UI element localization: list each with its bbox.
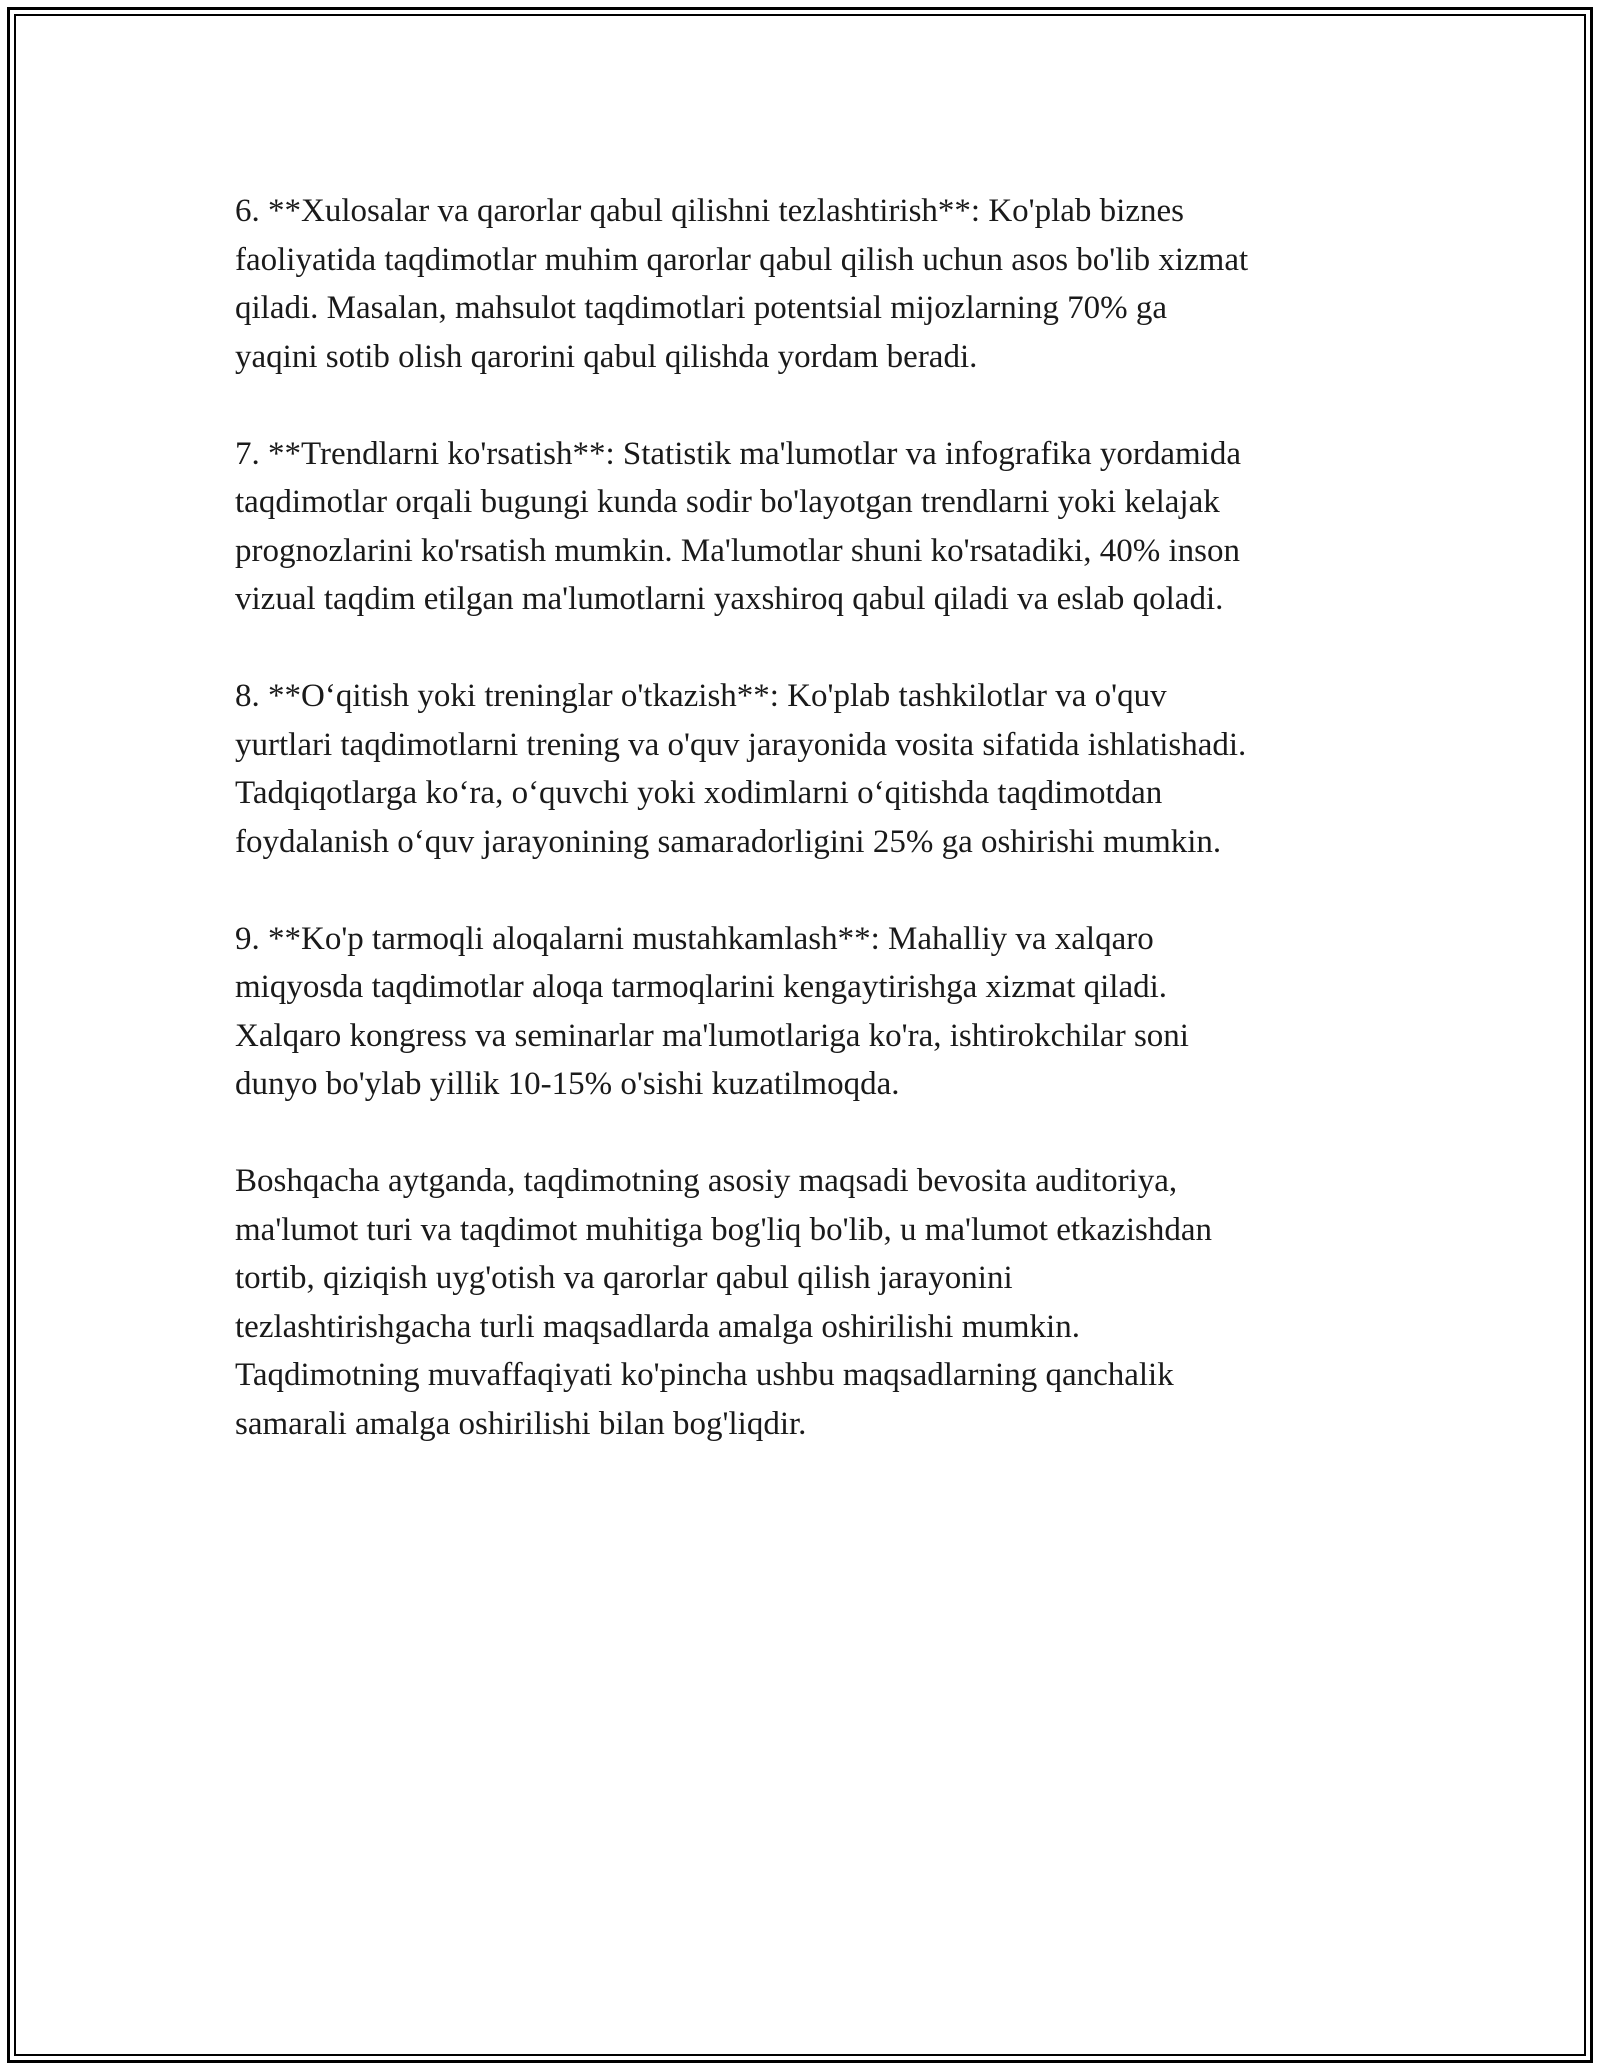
paragraph-item-8: 8. **O‘qitish yoki treninglar o'tkazish**: Ko'plab tashkilotlar va o'quv yurtlari taqdimotlarni trening va o'quv jarayonida vosita sifatida ishlatishadi. Tadqiqotlarga ko‘ra, o‘quvchi yoki xodimlarni o‘qitishda taqdimotdan foydalanish o‘quv jarayonining samaradorligini 25% ga oshirishi mumkin. <box>235 678 1247 860</box>
paragraph-item-9: 9. **Ko'p tarmoqli aloqalarni mustahkamlash**: Mahalliy va xalqaro miqyosda taqdimotlar aloqa tarmoqlarini kengaytirishga xizmat qiladi. Xalqaro kongress va seminarlar ma'lumotlariga ko'ra, ishtirokchilar soni dunyo bo'ylab yillik 10-15% o'sishi kuzatilmoqda. <box>235 920 1189 1102</box>
paragraph-item-6: 6. **Xulosalar va qarorlar qabul qilishni tezlashtirish**: Ko'plab biznes faoliyatida taqdimotlar muhim qarorlar qabul qilish uchun asos bo'lib xizmat qiladi. Masalan, mahsulot taqdimotlari potentsial mijozlarning 70% ga yaqini sotib olish qarorini qabul qilishda yordam beradi. <box>235 193 1249 375</box>
paragraph-item-7: 7. **Trendlarni ko'rsatish**: Statistik ma'lumotlar va infografika yordamida taqdimotlar orqali bugungi kunda sodir bo'layotgan trendlarni yoki kelajak prognozlarini ko'rsatish mumkin. Ma'lumotlar shuni ko'rsatadiki, 40% inson vizual taqdim etilgan ma'lumotlarni yaxshiroq qabul qiladi va eslab qoladi. <box>235 435 1242 617</box>
document-body <box>235 187 1385 1497</box>
paragraph-conclusion: Boshqacha aytganda, taqdimotning asosiy maqsadi bevosita auditoriya, ma'lumot turi va taqdimot muhitiga bog'liq bo'lib, u ma'lumot etkazishdan tortib, qiziqish uyg'otish va qarorlar qabul qilish jarayonini tezlashtirishgacha turli maqsadlarda amalga oshirilishi mumkin. Taqdimotning muvaffaqiyati ko'pincha ushbu maqsadlarning qanchalik samarali amalga oshirilishi bilan bog'liqdir. <box>235 1163 1212 1442</box>
